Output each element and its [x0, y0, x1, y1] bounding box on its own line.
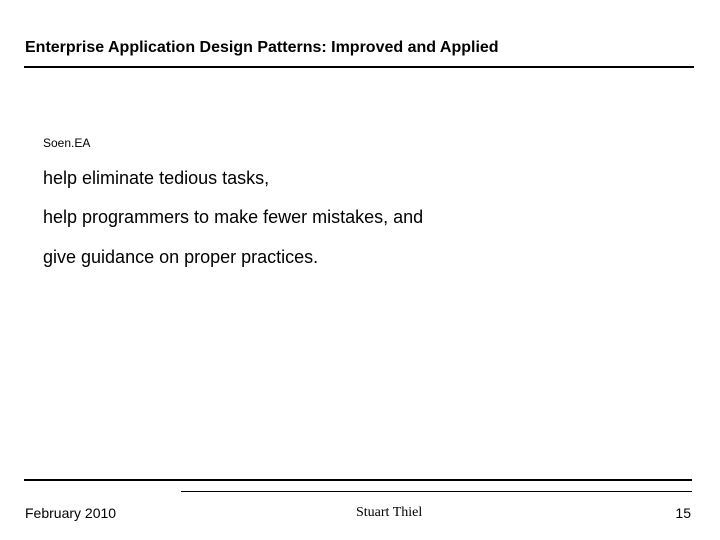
- page-number: 15: [675, 505, 691, 521]
- footer-author: Stuart Thiel: [356, 505, 423, 520]
- bullet-item: give guidance on proper practices.: [43, 247, 319, 267]
- footer-divider-secondary: [181, 491, 692, 492]
- bullet-item: help programmers to make fewer mistakes, and: [43, 207, 424, 227]
- footer-date: February 2010: [25, 505, 117, 521]
- title-divider: [24, 66, 694, 68]
- section-label: Soen.EA: [43, 136, 91, 150]
- slide-title: Enterprise Application Design Patterns: Improved and Applied: [25, 39, 499, 56]
- bullet-item: help eliminate tedious tasks,: [43, 168, 270, 188]
- footer-divider: [24, 479, 692, 481]
